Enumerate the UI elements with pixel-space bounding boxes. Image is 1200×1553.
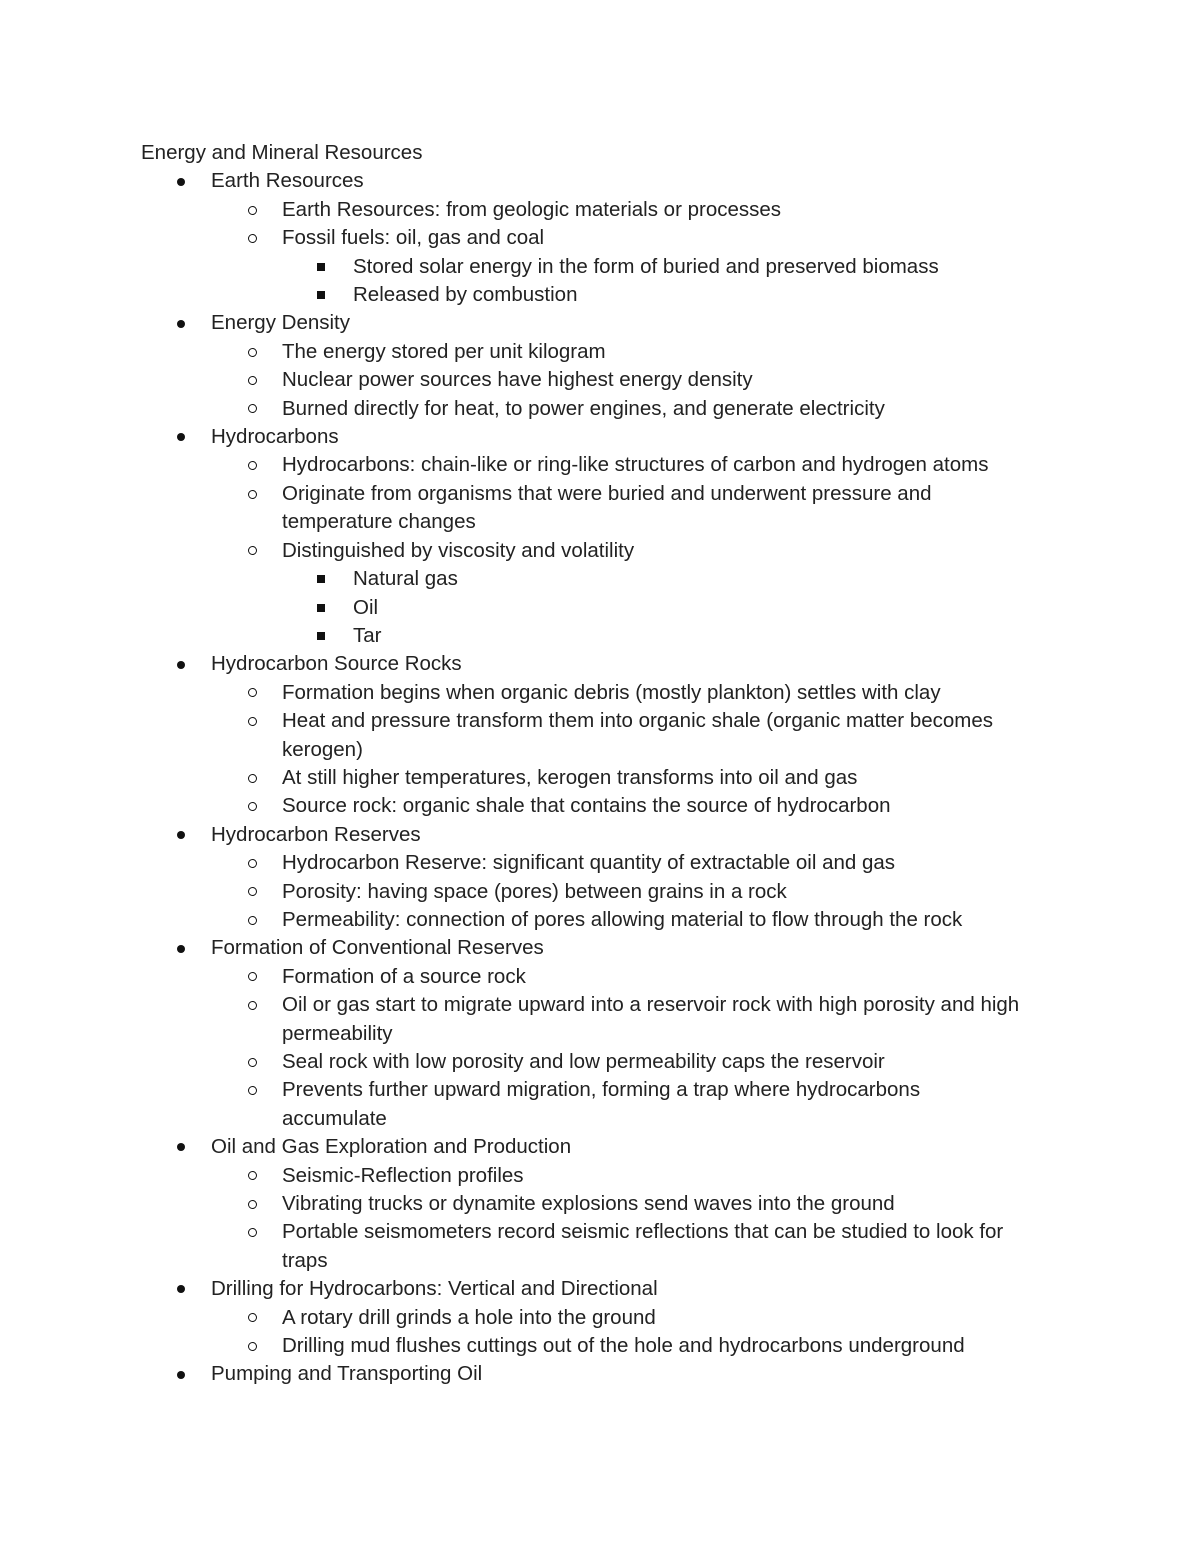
list-item-level-2 [141,395,1141,423]
list-item-text: The energy stored per unit kilogram [282,339,606,363]
list-item-text: Drilling mud flushes cuttings out of the hole and hydrocarbons underground [282,1334,965,1358]
list-item-level-1 [141,650,1141,678]
list-item-level-1 [141,1360,1141,1388]
list-item-level-3 [141,622,1141,650]
list-item-level-2 [141,764,1141,792]
list-item-level-2 [141,366,1141,394]
list-item-level-3 [141,565,1141,593]
list-item-text: Energy Density [211,311,351,335]
circle-bullet-icon [248,679,257,707]
disc-bullet-icon [177,1133,185,1161]
list-item-level-2 [141,878,1141,906]
list-item-text: traps [282,1248,328,1272]
list-item-text: Earth Resources [211,169,364,193]
list-item-level-2 [141,1162,1141,1190]
list-item-level-2 [141,1332,1141,1360]
list-item-text: Prevents further upward migration, forming a trap where hydrocarbons [282,1078,921,1102]
list-item-text: Permeability: connection of pores allowing material to flow through the rock [282,907,963,931]
list-item-text: Released by combustion [353,283,578,307]
document-title: Energy and Mineral Resources [141,141,423,164]
square-bullet-icon [317,253,325,281]
list-item-level-2 [141,991,1141,1019]
list-item-text: Oil or gas start to migrate upward into a reservoir rock with high porosity and high [282,993,1020,1017]
list-item-text: Hydrocarbon Reserves [211,822,421,846]
circle-bullet-icon [248,1162,257,1190]
list-item-text: Stored solar energy in the form of buried and preserved biomass [353,254,939,278]
list-item-text: A rotary drill grinds a hole into the ground [282,1305,656,1329]
list-item-text: Natural gas [353,567,458,591]
list-item-text: Distinguished by viscosity and volatility [282,538,635,562]
list-item-level-2 [141,849,1141,877]
circle-bullet-icon [248,1218,257,1246]
circle-bullet-icon [248,792,257,820]
list-item-text: Hydrocarbon Source Rocks [211,652,462,676]
list-item-level-2 [141,537,1141,565]
disc-bullet-icon [177,934,185,962]
circle-bullet-icon [248,395,257,423]
list-item-level-2 [141,224,1141,252]
list-item-text: Drilling for Hydrocarbons: Vertical and Directional [211,1277,658,1301]
list-item-text: Pumping and Transporting Oil [211,1362,483,1386]
list-item-level-2 [141,679,1141,707]
outline-list [141,167,1141,1388]
list-item-continuation [141,736,1141,764]
list-item-text: Earth Resources: from geologic materials or processes [282,197,782,221]
list-item-level-2 [141,1190,1141,1218]
list-item-level-1 [141,1275,1141,1303]
circle-bullet-icon [248,1190,257,1218]
list-item-text: kerogen) [282,737,363,761]
disc-bullet-icon [177,650,185,678]
disc-bullet-icon [177,309,185,337]
circle-bullet-icon [248,366,257,394]
list-item-level-1 [141,1133,1141,1161]
list-item-text: Porosity: having space (pores) between grains in a rock [282,879,787,903]
circle-bullet-icon [248,963,257,991]
list-item-level-1 [141,934,1141,962]
list-item-level-2 [141,196,1141,224]
list-item-text: Hydrocarbons: chain-like or ring-like structures of carbon and hydrogen atoms [282,453,989,477]
list-item-text: Seal rock with low porosity and low permeability caps the reservoir [282,1050,885,1073]
square-bullet-icon [317,281,325,309]
list-item-level-2 [141,1076,1141,1104]
circle-bullet-icon [248,224,257,252]
list-item-level-2 [141,707,1141,735]
list-item-level-1 [141,423,1141,451]
list-item-text: accumulate [282,1106,387,1130]
list-item-text: temperature changes [282,510,476,534]
list-item-level-2 [141,451,1141,479]
list-item-level-2 [141,792,1141,820]
list-item-level-1 [141,821,1141,849]
list-item-text: At still higher temperatures, kerogen transforms into oil and gas [282,765,858,789]
list-item-level-1 [141,309,1141,337]
circle-bullet-icon [248,878,257,906]
circle-bullet-icon [248,480,257,508]
document-body [141,139,1141,1389]
disc-bullet-icon [177,167,185,195]
list-item-level-2 [141,1048,1141,1076]
square-bullet-icon [317,622,325,650]
disc-bullet-icon [177,821,185,849]
list-item-level-1 [141,167,1141,195]
list-item-level-2 [141,1218,1141,1246]
list-item-level-2 [141,338,1141,366]
circle-bullet-icon [248,537,257,565]
list-item-level-2 [141,963,1141,991]
circle-bullet-icon [248,906,257,934]
circle-bullet-icon [248,196,257,224]
disc-bullet-icon [177,423,185,451]
circle-bullet-icon [248,764,257,792]
list-item-text: Formation of Conventional Reserves [211,936,544,960]
list-item-text: Source rock: organic shale that contains the source of hydrocarbon [282,794,891,818]
list-item-continuation [141,1247,1141,1275]
list-item-text: Tar [353,623,382,647]
list-item-continuation [141,1020,1141,1048]
list-item-text: Vibrating trucks or dynamite explosions send waves into the ground [282,1192,895,1216]
square-bullet-icon [317,594,325,622]
list-item-text: Originate from organisms that were buried and underwent pressure and [282,481,932,505]
circle-bullet-icon [248,991,257,1019]
square-bullet-icon [317,565,325,593]
disc-bullet-icon [177,1360,185,1388]
circle-bullet-icon [248,1076,257,1104]
list-item-level-3 [141,253,1141,281]
list-item-text: Hydrocarbon Reserve: significant quantity of extractable oil and gas [282,851,896,875]
list-item-text: Nuclear power sources have highest energy density [282,368,753,392]
list-item-level-3 [141,281,1141,309]
list-item-text: Fossil fuels: oil, gas and coal [282,226,545,250]
circle-bullet-icon [248,1048,257,1076]
list-item-level-3 [141,594,1141,622]
list-item-text: Portable seismometers record seismic reflections that can be studied to look for [282,1220,1004,1244]
circle-bullet-icon [248,451,257,479]
list-item-text: Formation begins when organic debris (mostly plankton) settles with clay [282,680,941,704]
list-item-text: permeability [282,1021,393,1045]
circle-bullet-icon [248,1304,257,1332]
list-item-level-2 [141,1304,1141,1332]
list-item-continuation [141,508,1141,536]
circle-bullet-icon [248,849,257,877]
list-item-level-2 [141,906,1141,934]
circle-bullet-icon [248,338,257,366]
circle-bullet-icon [248,1332,257,1360]
list-item-text: Oil [353,595,379,619]
disc-bullet-icon [177,1275,185,1303]
list-item-text: Formation of a source rock [282,964,526,988]
list-item-text: Burned directly for heat, to power engines, and generate electricity [282,396,885,420]
list-item-text: Seismic-Reflection profiles [282,1163,524,1187]
list-item-text: Hydrocarbons [211,425,339,449]
list-item-text: Heat and pressure transform them into organic shale (organic matter becomes [282,709,994,733]
list-item-level-2 [141,480,1141,508]
list-item-continuation [141,1105,1141,1133]
circle-bullet-icon [248,707,257,735]
list-item-text: Oil and Gas Exploration and Production [211,1135,572,1159]
